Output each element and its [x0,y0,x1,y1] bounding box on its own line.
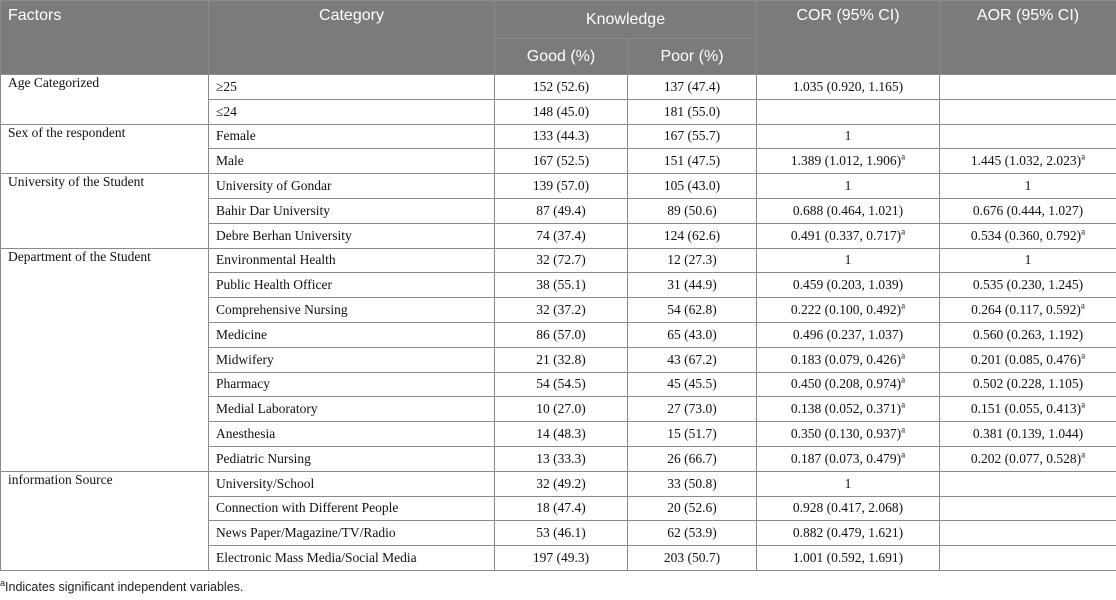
good-cell-value: 18 (47.4) [536,500,586,516]
good-cell-value: 14 (48.3) [536,426,586,442]
poor-cell-value: 137 (47.4) [663,78,721,94]
header-good: Good (%) [495,39,628,75]
factor-cell: Sex of the respondent [1,124,209,174]
cor-cell [757,198,940,223]
significance-marker: a [901,151,906,162]
category-cell [209,471,495,496]
significance-marker: a [1081,399,1086,410]
poor-cell [628,322,757,347]
good-cell [495,496,628,521]
good-cell [495,397,628,422]
category-cell-value: University of Gondar [216,178,332,194]
category-cell-value: Connection with Different People [216,500,399,516]
header-cor: COR (95% CI) [757,1,940,75]
category-cell [209,273,495,298]
cor-cell [757,496,940,521]
cor-cell-value: 1.035 (0.920, 1.165) [792,78,904,94]
good-cell-value: 86 (57.0) [536,326,586,342]
header-poor: Poor (%) [628,39,757,75]
good-cell [495,99,628,124]
category-cell-value: Pharmacy [216,376,270,392]
category-cell [209,496,495,521]
aor-cell-value: 0.202 (0.077, 0.528) [970,450,1082,466]
aor-cell [940,496,1116,521]
cor-cell-value: 0.688 (0.464, 1.021) [792,202,904,218]
poor-cell [628,298,757,323]
cor-cell [757,298,940,323]
poor-cell [628,149,757,174]
good-cell [495,75,628,100]
poor-cell-value: 89 (50.6) [667,202,717,218]
category-cell [209,149,495,174]
aor-cell-value: 0.264 (0.117, 0.592) [971,302,1081,318]
cor-cell-value: 1 [844,252,852,268]
poor-cell-value: 181 (55.0) [663,103,721,119]
category-cell [209,372,495,397]
cor-cell [757,75,940,100]
category-cell [209,99,495,124]
poor-cell [628,521,757,546]
significance-marker: a [1080,300,1085,311]
category-cell-value: Debre Berhan University [216,227,352,243]
category-cell [209,198,495,223]
aor-cell [940,422,1116,447]
category-cell-value: Comprehensive Nursing [216,302,348,318]
good-cell [495,149,628,174]
significance-marker: a [901,449,906,460]
poor-cell [628,75,757,100]
poor-cell [628,174,757,199]
good-cell [495,471,628,496]
aor-cell-value: 0.201 (0.085, 0.476) [970,351,1082,367]
category-cell [209,347,495,372]
poor-cell-value: 45 (45.5) [667,376,717,392]
category-cell [209,124,495,149]
category-cell-value: ≥25 [216,78,237,94]
category-cell [209,174,495,199]
poor-cell [628,397,757,422]
good-cell [495,322,628,347]
footnote-text: Indicates significant independent variables. [5,580,244,594]
cor-cell-value: 0.928 (0.417, 2.068) [792,500,904,516]
poor-cell-value: 26 (66.7) [667,450,717,466]
aor-cell [940,149,1116,174]
cor-cell [757,422,940,447]
category-cell-value: Female [216,128,256,144]
aor-cell [940,198,1116,223]
aor-cell [940,521,1116,546]
good-cell [495,248,628,273]
cor-cell-value: 1 [844,128,852,144]
good-cell-value: 32 (49.2) [536,475,586,491]
table-header [1,1,1116,75]
poor-cell-value: 105 (43.0) [663,178,721,194]
category-cell [209,75,495,100]
poor-cell [628,273,757,298]
footnote [0,577,244,594]
poor-cell-value: 12 (27.3) [667,252,717,268]
good-cell [495,174,628,199]
poor-cell [628,372,757,397]
category-cell [209,546,495,571]
poor-cell-value: 124 (62.6) [663,227,721,243]
factor-cell: University of the Student [1,174,209,248]
poor-cell-value: 33 (50.8) [667,475,717,491]
poor-cell-value: 203 (50.7) [663,550,721,566]
cor-cell [757,124,940,149]
good-cell [495,198,628,223]
poor-cell [628,446,757,471]
table-row [1,471,1116,496]
significance-marker: a [1081,226,1086,237]
poor-cell [628,99,757,124]
cor-cell [757,521,940,546]
category-cell-value: Public Health Officer [216,277,332,293]
good-cell [495,546,628,571]
cor-cell-value: 0.222 (0.100, 0.492) [790,302,902,318]
category-cell-value: ≤24 [216,103,237,119]
category-cell-value: Midwifery [216,351,274,367]
significance-marker: a [1081,151,1086,162]
cor-cell [757,174,940,199]
cor-cell-value: 0.183 (0.079, 0.426) [790,351,902,367]
aor-cell-value: 0.535 (0.230, 1.245) [972,277,1084,293]
poor-cell [628,223,757,248]
poor-cell-value: 31 (44.9) [667,277,717,293]
cor-cell-value: 0.138 (0.052, 0.371) [790,401,902,417]
cor-cell [757,546,940,571]
aor-cell [940,174,1116,199]
table-body [1,75,1116,571]
aor-cell [940,248,1116,273]
poor-cell [628,422,757,447]
cor-cell-value: 1 [844,475,852,491]
category-cell-value: Anesthesia [216,426,276,442]
poor-cell [628,496,757,521]
category-cell-value: Medicine [216,326,267,342]
good-cell-value: 38 (55.1) [536,277,586,293]
cor-cell-value: 1 [844,178,852,194]
header-factors: Factors [1,1,209,75]
good-cell-value: 21 (32.8) [536,351,586,367]
category-cell-value: Environmental Health [216,252,336,268]
good-cell [495,273,628,298]
factor-cell: Department of the Student [1,248,209,471]
good-cell-value: 197 (49.3) [532,550,590,566]
aor-cell [940,397,1116,422]
aor-cell [940,124,1116,149]
cor-cell-value: 0.350 (0.130, 0.937) [790,426,902,442]
cor-cell [757,347,940,372]
category-cell [209,322,495,347]
header-knowledge: Knowledge [495,1,757,39]
cor-cell [757,149,940,174]
good-cell-value: 10 (27.0) [536,401,586,417]
table-row [1,124,1116,149]
poor-cell-value: 27 (73.0) [667,401,717,417]
cor-cell-value: 0.882 (0.479, 1.621) [792,525,904,541]
category-cell [209,422,495,447]
cor-cell-value: 0.187 (0.073, 0.479) [790,450,902,466]
good-cell-value: 152 (52.6) [532,78,590,94]
footnote-marker: a [0,577,6,588]
good-cell-value: 133 (44.3) [532,128,590,144]
significance-marker: a [1081,350,1086,361]
poor-cell-value: 62 (53.9) [667,525,717,541]
good-cell [495,298,628,323]
table-row [1,174,1116,199]
good-cell-value: 87 (49.4) [536,202,586,218]
factor-cell: Age Categorized [1,75,209,125]
cor-cell [757,446,940,471]
significance-marker: a [901,300,906,311]
good-cell-value: 13 (33.3) [536,450,586,466]
aor-cell-value: 1 [1024,252,1032,268]
significance-marker: a [1081,449,1086,460]
good-cell-value: 74 (37.4) [536,227,586,243]
table-row [1,248,1116,273]
category-cell-value: Bahir Dar University [216,202,330,218]
good-cell-value: 167 (52.5) [532,153,590,169]
good-cell-value: 32 (72.7) [536,252,586,268]
aor-cell-value: 0.502 (0.228, 1.105) [972,376,1084,392]
factor-cell: information Source [1,471,209,570]
significance-marker: a [901,226,906,237]
table-row [1,75,1116,100]
cor-cell-value: 1.001 (0.592, 1.691) [792,550,904,566]
cor-cell [757,322,940,347]
good-cell [495,422,628,447]
good-cell [495,347,628,372]
poor-cell [628,198,757,223]
good-cell [495,124,628,149]
aor-cell [940,273,1116,298]
aor-cell-value: 0.560 (0.263, 1.192) [972,326,1084,342]
category-cell [209,248,495,273]
poor-cell [628,546,757,571]
aor-cell-value: 0.534 (0.360, 0.792) [970,227,1082,243]
poor-cell-value: 65 (43.0) [667,326,717,342]
cor-cell-value: 0.496 (0.237, 1.037) [792,326,904,342]
good-cell-value: 32 (37.2) [536,302,586,318]
category-cell [209,397,495,422]
aor-cell [940,546,1116,571]
header-category: Category [209,1,495,75]
cor-cell-value: 0.450 (0.208, 0.974) [790,376,902,392]
good-cell [495,521,628,546]
category-cell-value: Male [216,153,244,169]
poor-cell [628,124,757,149]
cor-cell [757,223,940,248]
category-cell-value: Electronic Mass Media/Social Media [216,550,417,566]
cor-cell [757,372,940,397]
aor-cell [940,99,1116,124]
cor-cell [757,99,940,124]
category-cell-value: Pediatric Nursing [216,450,311,466]
cor-cell-value: 0.459 (0.203, 1.039) [792,277,904,293]
good-cell-value: 53 (46.1) [536,525,586,541]
aor-cell-value: 1 [1024,178,1032,194]
poor-cell [628,347,757,372]
category-cell-value: University/School [216,475,315,491]
aor-cell-value: 0.676 (0.444, 1.027) [972,202,1084,218]
poor-cell [628,471,757,496]
significance-marker: a [901,374,906,385]
cor-cell-value: 0.491 (0.337, 0.717) [790,227,902,243]
good-cell-value: 148 (45.0) [532,103,590,119]
category-cell [209,521,495,546]
aor-cell [940,347,1116,372]
good-cell [495,223,628,248]
aor-cell [940,471,1116,496]
cor-cell-value: 1.389 (1.012, 1.906) [790,153,902,169]
aor-cell [940,223,1116,248]
poor-cell-value: 151 (47.5) [663,153,721,169]
cor-cell [757,273,940,298]
aor-cell [940,298,1116,323]
cor-cell [757,397,940,422]
aor-cell [940,75,1116,100]
poor-cell-value: 20 (52.6) [667,500,717,516]
good-cell-value: 139 (57.0) [532,178,590,194]
poor-cell-value: 54 (62.8) [667,302,717,318]
good-cell-value: 54 (54.5) [536,376,586,392]
cor-cell [757,471,940,496]
category-cell-value: News Paper/Magazine/TV/Radio [216,525,396,541]
category-cell [209,298,495,323]
header-aor: AOR (95% CI) [940,1,1116,75]
poor-cell-value: 15 (51.7) [667,426,717,442]
aor-cell-value: 1.445 (1.032, 2.023) [970,153,1082,169]
aor-cell [940,372,1116,397]
category-cell [209,446,495,471]
category-cell-value: Medial Laboratory [216,401,318,417]
aor-cell [940,446,1116,471]
aor-cell [940,322,1116,347]
category-cell [209,223,495,248]
cor-cell [757,248,940,273]
poor-cell-value: 167 (55.7) [663,128,721,144]
good-cell [495,372,628,397]
poor-cell-value: 43 (67.2) [667,351,717,367]
significance-marker: a [901,424,906,435]
significance-marker: a [901,399,906,410]
good-cell [495,446,628,471]
aor-cell-value: 0.151 (0.055, 0.413) [970,401,1082,417]
aor-cell-value: 0.381 (0.139, 1.044) [972,426,1084,442]
poor-cell [628,248,757,273]
significance-marker: a [901,350,906,361]
